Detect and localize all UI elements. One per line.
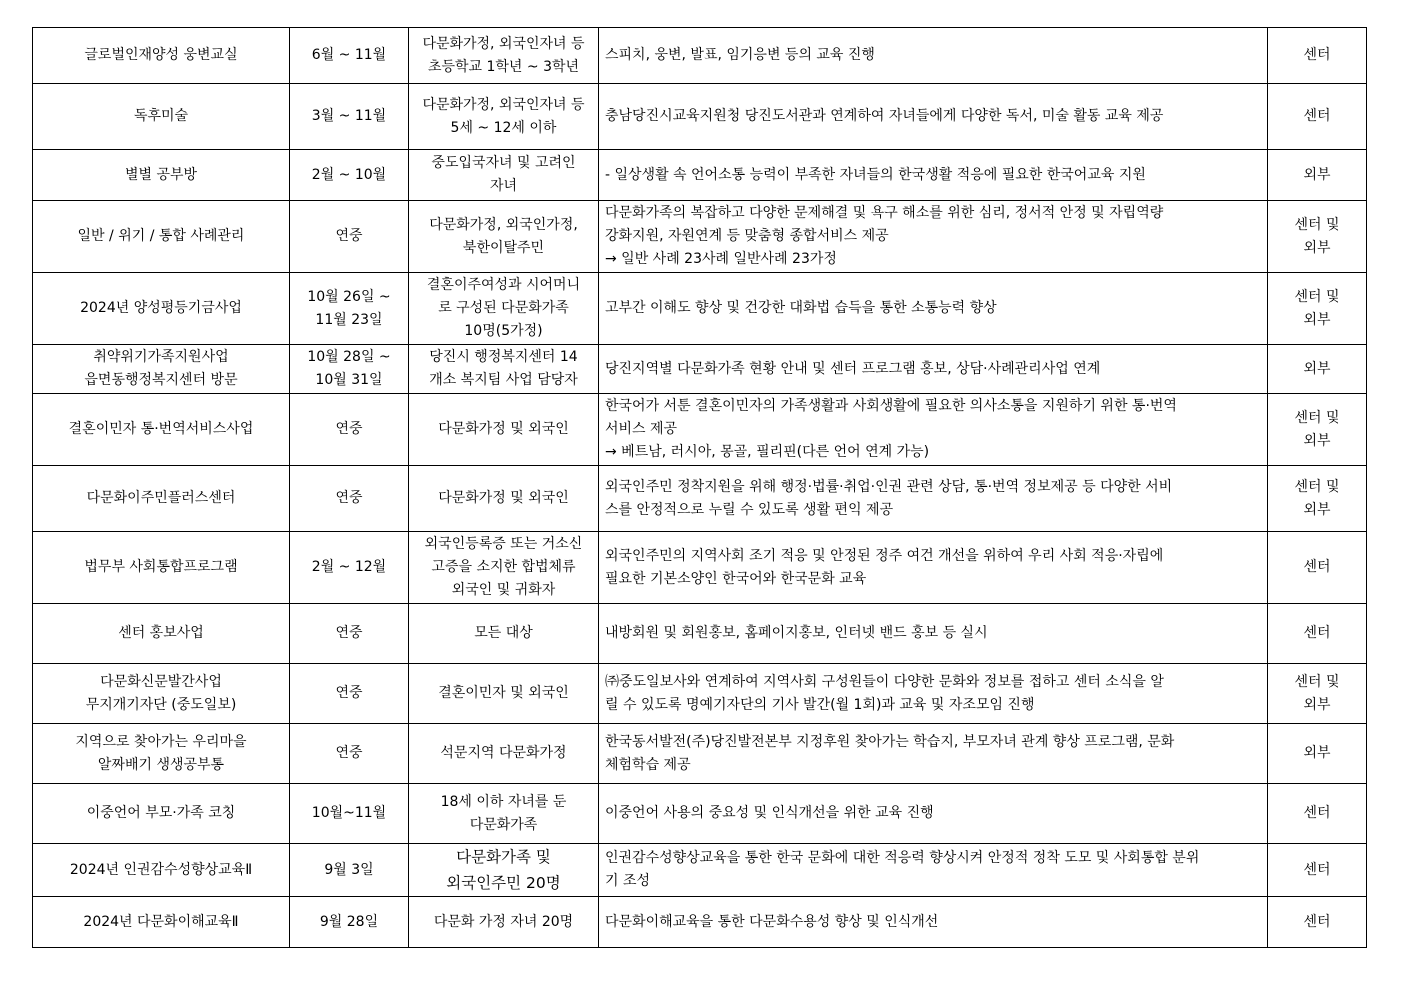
program-name-cell [33,345,290,394]
program-name-cell [33,466,290,532]
cell-text-line: 내방회원 및 회원홍보, 홈페이지홍보, 인터넷 밴드 홍보 등 실시 [605,625,988,641]
target-cell [409,273,599,345]
table-row [33,201,1367,273]
program-name-cell [33,897,290,948]
cell-text-line: 10월 28일 ~ [307,349,391,365]
cell-text-line: 글로벌인재양성 웅변교실 [84,47,238,63]
cell-text-line: 다문화가족 및 [456,848,551,866]
table-row [33,466,1367,532]
cell-text-line: 무지개기자단 (중도일보) [85,696,237,713]
location-cell [1268,724,1367,784]
target-cell [409,28,599,84]
cell-text-line: 다문화가족 [469,816,538,833]
cell-text-line: 센터 및 [1294,288,1340,305]
cell-text-line: 별별 공부방 [124,166,198,183]
location-cell [1268,532,1367,604]
cell-text-line: 외국인주민 20명 [446,874,561,892]
period-cell [290,532,409,604]
cell-text-line: 릴 수 있도록 명예기자단의 기사 발간(월 1회)과 교육 및 자조모임 진행 [605,696,1035,713]
cell-text-line: 2월 ~ 10월 [311,166,387,183]
cell-text-line: 10월~11월 [311,805,387,821]
program-name-cell [33,28,290,84]
location-cell [1268,784,1367,844]
cell-text-line: 연중 [335,490,363,506]
cell-text-line: 9월 3일 [324,861,374,878]
description-cell [599,84,1268,150]
program-name-cell [33,201,290,273]
cell-text-line: 외부 [1303,745,1331,761]
cell-text-line: 충남당진시교육지원청 당진도서관과 연계하여 자녀들에게 다양한 독서, 미술 활동 교육 제공 [605,108,1164,124]
table-row [33,28,1367,84]
cell-text-line: 10월 31일 [315,372,383,388]
cell-text-line: 법무부 사회통합프로그램 [84,559,238,575]
cell-text-line: 2024년 다문화이해교육Ⅱ [83,913,239,930]
cell-text-line: 모든 대상 [474,625,533,641]
cell-text-line: 6월 ~ 11월 [311,47,387,63]
cell-text-line: 스피치, 웅변, 발표, 임기응변 등의 교육 진행 [605,47,875,63]
table-row [33,84,1367,150]
program-name-cell [33,784,290,844]
target-cell [409,784,599,844]
cell-text-line: 연중 [335,625,363,641]
cell-text-line: 스를 안정적으로 누릴 수 있도록 생활 편익 제공 [605,501,894,518]
cell-text-line: 고증을 소지한 합법체류 [431,559,576,575]
target-cell [409,84,599,150]
cell-text-line: 취약위기가족지원사업 [93,349,229,365]
period-cell [290,724,409,784]
cell-text-line: 2월 ~ 12월 [311,559,387,575]
target-cell [409,466,599,532]
table-row [33,345,1367,394]
cell-text-line: 센터 및 [1294,216,1340,233]
cell-text-line: 석문지역 다문화가정 [440,745,567,761]
period-cell [290,897,409,948]
program-name-cell [33,394,290,466]
target-cell [409,897,599,948]
cell-text-line: 이중언어 부모·가족 코칭 [86,805,236,821]
program-table [32,27,1367,948]
cell-text-line: 연중 [335,685,363,701]
cell-text-line: 18세 이하 자녀를 둔 [440,793,567,810]
table-row [33,664,1367,724]
period-cell [290,604,409,664]
program-name-cell [33,150,290,201]
cell-text-line: 필요한 기본소양인 한국어와 한국문화 교육 [605,570,867,587]
cell-text-line: 개소 복지팀 사업 담당자 [429,372,578,388]
target-cell [409,532,599,604]
cell-text-line: 3월 ~ 11월 [311,108,387,124]
description-cell [599,466,1268,532]
cell-text-line: 외부 [1303,360,1331,377]
table-row [33,394,1367,466]
cell-text-line: 다문화가정, 외국인자녀 등 [422,35,585,52]
cell-text-line: 외부 [1303,166,1331,183]
cell-text-line: 센터 [1303,47,1331,63]
period-cell [290,784,409,844]
location-cell [1268,604,1367,664]
description-cell [599,201,1268,273]
description-cell [599,28,1268,84]
description-cell [599,897,1268,948]
table-row [33,897,1367,948]
cell-text-line: 다문화가정 및 외국인 [438,421,569,437]
cell-text-line: 센터 [1303,625,1331,641]
cell-text-line: → 베트남, 러시아, 몽골, 필리핀(다른 언어 연계 가능) [605,444,930,460]
program-name-cell [33,724,290,784]
cell-text-line: 센터 및 [1294,478,1340,495]
description-cell [599,273,1268,345]
cell-text-line: 11월 23일 [315,311,383,328]
cell-text-line: 연중 [335,421,363,437]
cell-text-line: 로 구성된 다문화가족 [438,300,569,316]
cell-text-line: 다문화신문발간사업 [100,673,222,690]
target-cell [409,844,599,897]
cell-text-line: 10월 26일 ~ [307,288,391,305]
cell-text-line: 외부 [1303,239,1331,256]
description-cell [599,724,1268,784]
cell-text-line: 외부 [1303,696,1331,713]
description-cell [599,345,1268,394]
target-cell [409,150,599,201]
location-cell [1268,273,1367,345]
location-cell [1268,897,1367,948]
cell-text-line: 센터 [1303,861,1331,878]
cell-text-line: - 일상생활 속 언어소통 능력이 부족한 자녀들의 한국생활 적응에 필요한 한국어교육 지원 [605,166,1146,183]
cell-text-line: 일반 / 위기 / 통합 사례관리 [77,228,245,244]
program-name-cell [33,844,290,897]
program-name-cell [33,604,290,664]
program-name-cell [33,664,290,724]
cell-text-line: 당진시 행정복지센터 14 [429,349,578,365]
period-cell [290,466,409,532]
cell-text-line: 초등학교 1학년 ~ 3학년 [427,58,580,75]
cell-text-line: 센터 및 [1294,409,1340,426]
description-cell [599,532,1268,604]
cell-text-line: 다문화가정, 외국인가정, [429,216,578,233]
location-cell [1268,28,1367,84]
cell-text-line: 한국동서발전(주)당진발전본부 지정후원 찾아가는 학습지, 부모자녀 관계 향상 프로그램, 문화 [605,733,1175,750]
period-cell [290,84,409,150]
cell-text-line: 9월 28일 [319,913,379,930]
location-cell [1268,664,1367,724]
cell-text-line: 2024년 양성평등기금사업 [80,300,242,316]
cell-text-line: 기 조성 [605,873,651,889]
period-cell [290,345,409,394]
table-row [33,532,1367,604]
cell-text-line: 센터 [1303,805,1331,821]
period-cell [290,844,409,897]
cell-text-line: 알짜배기 생생공부통 [97,756,225,773]
cell-text-line: 외국인 및 귀화자 [451,582,556,598]
target-cell [409,664,599,724]
cell-text-line: 센터 [1303,559,1331,575]
cell-text-line: 결혼이민자 통·번역서비스사업 [68,421,254,437]
program-name-cell [33,84,290,150]
table-row [33,604,1367,664]
target-cell [409,394,599,466]
location-cell [1268,345,1367,394]
cell-text-line: 외국인주민의 지역사회 조기 적응 및 안정된 정주 여건 개선을 위하여 우리 사회 적응·자립에 [605,547,1164,564]
cell-text-line: 이중언어 사용의 중요성 및 인식개선을 위한 교육 진행 [605,805,934,821]
cell-text-line: 다문화이주민플러스센터 [86,490,236,506]
location-cell [1268,394,1367,466]
cell-text-line: 다문화이해교육을 통한 다문화수용성 향상 및 인식개선 [605,913,939,930]
description-cell [599,604,1268,664]
cell-text-line: 외부 [1303,501,1331,518]
cell-text-line: 다문화가족의 복잡하고 다양한 문제해결 및 욕구 해소를 위한 심리, 정서적 안정 및 자립역량 [605,205,1164,221]
cell-text-line: 5세 ~ 12세 이하 [450,119,557,136]
cell-text-line: 강화지원, 자원연계 등 맞춤형 종합서비스 제공 [605,228,889,244]
program-name-cell [33,532,290,604]
target-cell [409,201,599,273]
target-cell [409,604,599,664]
description-cell [599,844,1268,897]
period-cell [290,201,409,273]
cell-text-line: 외부 [1303,311,1331,328]
period-cell [290,394,409,466]
cell-text-line: 결혼이주여성과 시어머니 [426,277,581,293]
location-cell [1268,84,1367,150]
cell-text-line: 고부간 이해도 향상 및 건강한 대화법 습득을 통한 소통능력 향상 [605,300,997,316]
cell-text-line: 외국인주민 정착지원을 위해 행정·법률·취업·인권 관련 상담, 통·번역 정보제공 등 다양한 서비 [605,478,1173,495]
target-cell [409,345,599,394]
table-row [33,150,1367,201]
cell-text-line: 지역으로 찾아가는 우리마을 [75,733,247,750]
cell-text-line: 체험학습 제공 [605,756,691,773]
cell-text-line: ㈜중도일보사와 연계하여 지역사회 구성원들이 다양한 문화와 정보를 접하고 센터 소식을 알 [605,673,1164,690]
cell-text-line: 센터 [1303,913,1331,930]
table-row [33,724,1367,784]
cell-text-line: 다문화가정, 외국인자녀 등 [422,96,585,113]
cell-text-line: 결혼이민자 및 외국인 [438,685,569,701]
cell-text-line: 2024년 인권감수성향상교육Ⅱ [69,861,253,878]
period-cell [290,150,409,201]
location-cell [1268,150,1367,201]
cell-text-line: 외부 [1303,432,1331,449]
table-row [33,784,1367,844]
target-cell [409,724,599,784]
program-table-body [33,28,1367,948]
description-cell [599,150,1268,201]
cell-text-line: 센터 및 [1294,673,1340,690]
location-cell [1268,844,1367,897]
description-cell [599,784,1268,844]
cell-text-line: 읍면동행정복지센터 방문 [84,372,238,388]
cell-text-line: 10명(5가정) [464,323,543,339]
cell-text-line: 한국어가 서툰 결혼이민자의 가족생활과 사회생활에 필요한 의사소통을 지원하기 위한 통·번역 [605,398,1177,414]
period-cell [290,664,409,724]
table-row [33,273,1367,345]
cell-text-line: 자녀 [489,178,518,194]
cell-text-line: 연중 [335,745,363,761]
cell-text-line: → 일반 사례 23사례 일반사례 23가정 [605,251,837,267]
cell-text-line: 인권감수성향상교육을 통한 한국 문화에 대한 적응력 향상시켜 안정적 정착 도모 및 사회통합 분위 [605,850,1200,866]
cell-text-line: 당진지역별 다문화가족 현황 안내 및 센터 프로그램 홍보, 상담·사례관리사업 연계 [605,360,1101,377]
cell-text-line: 연중 [335,228,363,244]
cell-text-line: 독후미술 [133,108,189,124]
location-cell [1268,201,1367,273]
description-cell [599,394,1268,466]
cell-text-line: 다문화가정 및 외국인 [438,490,569,506]
program-name-cell [33,273,290,345]
cell-text-line: 북한이탈주민 [462,239,545,256]
cell-text-line: 중도입국자녀 및 고려인 [431,155,576,171]
period-cell [290,273,409,345]
table-row [33,844,1367,897]
cell-text-line: 센터 홍보사업 [118,625,204,641]
cell-text-line: 서비스 제공 [605,421,678,437]
cell-text-line: 다문화 가정 자녀 20명 [433,913,574,930]
cell-text-line: 센터 [1303,108,1331,124]
description-cell [599,664,1268,724]
cell-text-line: 외국인등록증 또는 거소신 [424,536,583,552]
location-cell [1268,466,1367,532]
period-cell [290,28,409,84]
